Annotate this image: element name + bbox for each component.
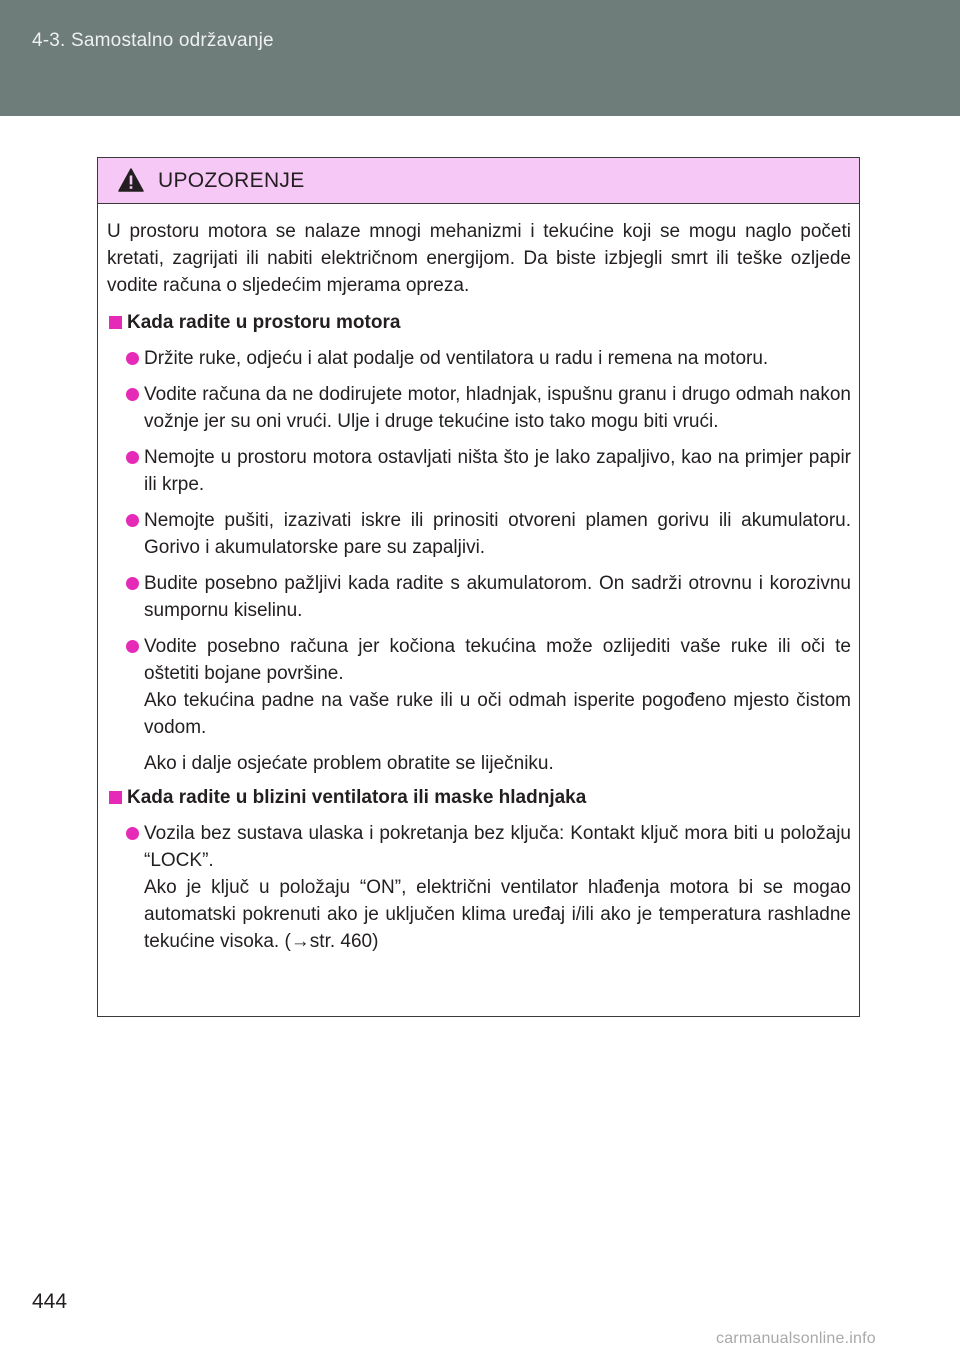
list-item-text: Budite posebno pažljivi kada radite s akumulatorom. On sadrži otrovnu i korozivnu sumpornu kiselinu. — [144, 573, 851, 621]
circle-bullet-icon — [126, 514, 139, 527]
list-item — [107, 444, 851, 498]
circle-bullet-icon — [126, 827, 139, 840]
section-heading — [107, 786, 851, 810]
circle-bullet-icon — [126, 640, 139, 653]
section-heading-text: Kada radite u blizini ventilatora ili maske hladnjaka — [127, 787, 587, 808]
square-bullet-icon — [109, 316, 122, 329]
list-item-text: Nemojte pušiti, izazivati iskre ili prinositi otvoreni plamen gorivu ili akumulatoru. Gorivo i akumulatorske pare su zapaljivi. — [144, 510, 851, 558]
list-item-text: Nemojte u prostoru motora ostavljati ništa što je lako zapaljivo, kao na primjer papir ili krpe. — [144, 447, 851, 495]
list-item-note: Ako i dalje osjećate problem obratite se liječniku. — [144, 753, 554, 774]
list-item — [107, 633, 851, 741]
section-heading — [107, 311, 851, 335]
circle-bullet-icon — [126, 388, 139, 401]
circle-bullet-icon — [126, 451, 139, 464]
list-item — [107, 820, 851, 955]
circle-bullet-icon — [126, 352, 139, 365]
list-item-text: Vozila bez sustava ulaska i pokretanja bez ključa: Kontakt ključ mora biti u položaju “LOCK”. — [144, 823, 851, 871]
watermark: carmanualsonline.info — [716, 1330, 876, 1347]
list-item-text: Ako je ključ u položaju “ON”, električni ventilator hlađenja motora bi se mogao automatski pokrenuti ako je uključen klima uređaj i/ili ako je temperatura rashladne tekućine visoka. (→str. 460) — [144, 877, 851, 952]
warning-header — [98, 158, 859, 204]
list-item — [107, 381, 851, 435]
list-item — [107, 507, 851, 561]
circle-bullet-icon — [126, 577, 139, 590]
list-item — [107, 570, 851, 624]
square-bullet-icon — [109, 791, 122, 804]
section-heading-text: Kada radite u prostoru motora — [127, 312, 401, 333]
page-number: 444 — [32, 1290, 68, 1313]
warning-intro: U prostoru motora se nalaze mnogi mehanizmi i tekućine koji se mogu naglo početi kretati, zagrijati ili nabiti električnom energijom. Da biste izbjegli smrt ili teške ozljede vodite računa o sljedećim mjerama opreza. — [107, 221, 851, 296]
list-item-text: Vodite posebno računa jer kočiona tekućina može ozlijediti vaše ruke ili oči te oštetiti bojane površine. — [144, 636, 851, 684]
warning-box — [97, 157, 860, 1017]
section-title: 4-3. Samostalno održavanje — [32, 30, 274, 51]
header-band — [0, 0, 960, 116]
list-item-text: Držite ruke, odjeću i alat podalje od ventilatora u radu i remena na motoru. — [144, 348, 769, 369]
warning-triangle-icon — [118, 168, 144, 192]
list-item-text: Ako tekućina padne na vaše ruke ili u oči odmah isperite pogođeno mjesto čistom vodom. — [144, 690, 851, 738]
list-item — [107, 345, 851, 372]
warning-title: UPOZORENJE — [158, 169, 305, 192]
warning-body — [98, 204, 859, 955]
list-item-text: Vodite računa da ne dodirujete motor, hladnjak, ispušnu granu i drugo odmah nakon vožnje jer su oni vrući. Ulje i druge tekućine isto tako mogu biti vrući. — [144, 384, 851, 432]
